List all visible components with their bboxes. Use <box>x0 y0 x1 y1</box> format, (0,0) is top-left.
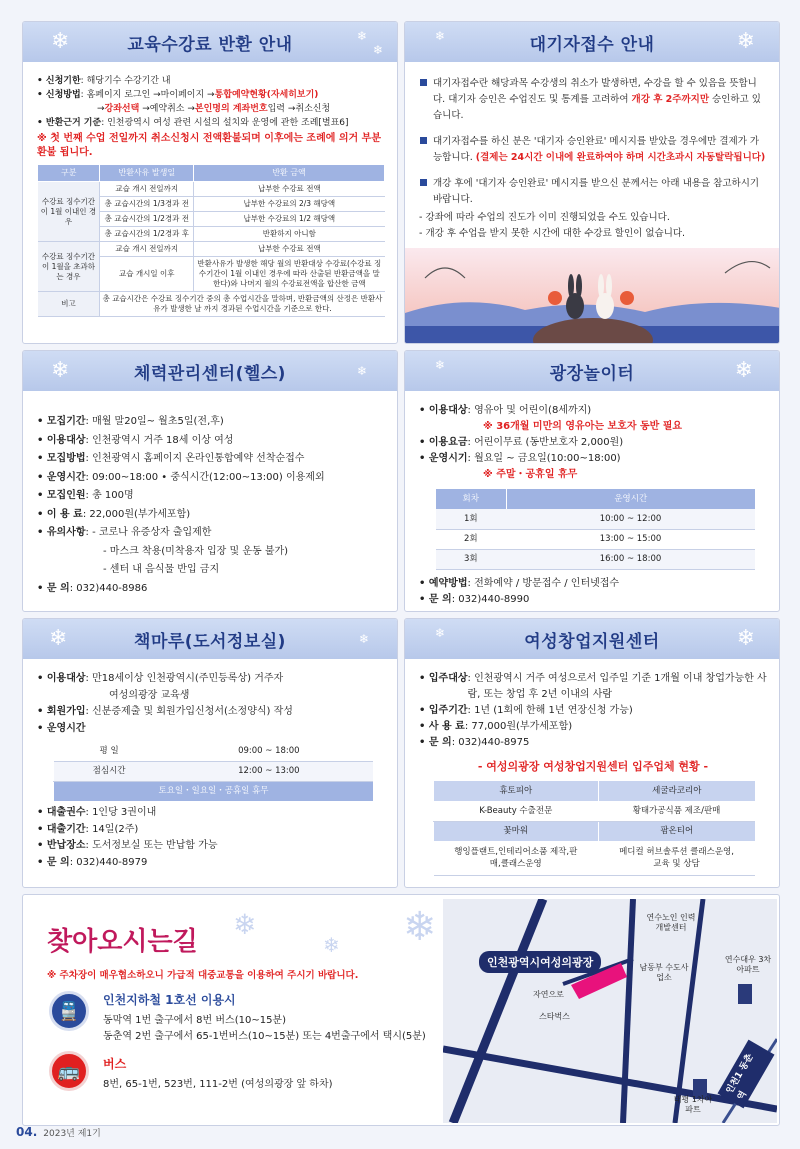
library-closed: 토요일・일요일・공휴일 휴무 <box>54 781 374 801</box>
library-title: 책마루(도서정보실) <box>134 631 286 652</box>
directions-title: 찾아오시는길 <box>47 927 198 957</box>
library-header <box>23 619 397 659</box>
startup-tenants-title: - 여성의광장 여성창업지원센터 입주업체 현황 - <box>477 760 709 773</box>
map-label: 남동부 수도사업소 <box>639 963 689 982</box>
fitness-row: • 모집인원 : 총 100명 <box>37 487 385 506</box>
playroom-target-note: ※ 36개월 미만의 영유아는 보호자 동반 필요 <box>483 421 683 432</box>
playroom-header <box>405 351 779 391</box>
waitlist-para-1: 대기자접수란 해당과목 수강생의 취소가 발생하면, 수강을 할 수 있음을 뜻합니다. 대기자 승인은 수업진도 및 통계를 고려하여 개강 후 2주까지만 승인하고 있습니다. <box>419 76 767 124</box>
snowflake-icon: ❄ <box>51 358 70 383</box>
waitlist-header <box>405 22 779 62</box>
waitlist-sub-2: - 개강 후 수업을 받지 못한 시간에 대한 수강료 할인이 없습니다. <box>419 228 686 239</box>
waitlist-sub-1: - 강좌에 따라 수업의 진도가 이미 진행되었을 수도 있습니다. <box>419 212 670 223</box>
map-label: 태평 1차아파트 <box>673 1095 713 1114</box>
refund-method-line2: →강좌선택 →예약취소 →본인명의 계좌번호입력 →취소신청 <box>97 104 331 114</box>
waitlist-panel <box>404 21 780 344</box>
subway-title: 인천지하철 1호선 이용시 <box>103 993 236 1007</box>
snowflake-icon: ❄ <box>323 933 340 957</box>
rabbits-illustration <box>405 248 780 343</box>
fitness-title: 체력관리센터(헬스) <box>134 363 286 384</box>
startup-title: 여성창업지원센터 <box>524 631 660 652</box>
snowflake-icon: ❄ <box>358 632 369 646</box>
playroom-hours-note: ※ 주말・공휴일 휴무 <box>483 469 578 480</box>
bus-icon: 🚌 <box>49 1051 89 1091</box>
subway-line-2: 동춘역 2번 출구에서 65-1번버스(10~15분) 또는 4번출구에서 택시(5분) <box>103 1031 426 1042</box>
waitlist-para-2: 대기자접수를 하신 분은 '대기자 승인완료' 메시지를 받았을 경우에만 결제가 가능합니다. (결제는 24시간 이내에 완료하여야 하며 시간초과시 자동탈락됩니다) <box>419 134 767 166</box>
library-row: • 반납장소 : 도서정보실 또는 반납함 가능 <box>37 838 385 855</box>
snowflake-icon: ❄ <box>736 29 755 54</box>
refund-table: 구분 반환사유 발생일 반환 금액 수강료 징수기간이 1월 이내인 경우 교습 개시 전일까지 납부한 수강료 전액 총 교습시간의 1/3경과 전 납부한 수강료의 2/3 해당액 총 교습시간의 1/2경과 전 납부한 수강료의 1/2 해당액 총 교습시간의 1/2경과 후 반환하지 아니함 수강료 징수기간이 1월을 초과하는 경우 교습 개시 전일까지 납부한 수강료 전액 교습 개시일 이후 반환사유가 발생한 해당 월의 반환대상 수강료(수강료 징수기간이 1월 이내인 경우에 따라 산출된 반환금액을 말한다)와 나머지 월의 수강료전액을 합산한 금액 비고 총 교습시간은 수강료 징수기간 중의 총 수업시간을 말하며, 반환금액의 산정은 반환사유가 발생한 날 까지 경과된 수업시간을 기준으로 한다. <box>37 164 385 317</box>
fitness-caution-3: - 센터 내 음식물 반입 금지 <box>103 564 220 575</box>
snowflake-icon: ❄ <box>435 358 446 372</box>
library-hours-table <box>53 741 373 801</box>
playroom-fee: • 이용요금 : 어린이무료 (동반보호자 2,000원) <box>419 435 767 451</box>
page-footer <box>16 1125 101 1139</box>
map-main-label: 인천광역시여성의광장 <box>479 951 601 973</box>
map-label: 연수대우 3차아파트 <box>724 955 772 974</box>
refund-panel <box>22 21 398 344</box>
table-row: K-Beauty 수출전문 황태가공식품 제조/판매 <box>434 801 756 821</box>
playroom-reserve: • 예약방법 : 전화예약 / 방문접수 / 인터넷접수 <box>419 576 767 592</box>
fitness-header <box>23 351 397 391</box>
refund-basis: • 반환근거 기준 : 인천광역시 여성 관련 시설의 설치와 운영에 관한 조례[별표6] <box>37 116 385 130</box>
startup-tenants-table: 휴토피아 세굴라코리아 K-Beauty 수출전문 황태가공식품 제조/판매 꽃마워 팜온티어 행잉플랜트,인테리어소품 제작,판매,클래스운영 메디컬 허브솔루션 클래스운영, 교육 및 상담 <box>433 781 755 876</box>
playroom-schedule-table: 회차 운영시간 1회 10:00 ~ 12:00 2회 13:00 ~ 15:00 3회 16:00 ~ 18:00 <box>435 489 755 570</box>
snowflake-icon: ❄ <box>734 358 753 383</box>
startup-header <box>405 619 779 659</box>
subway-icon: 🚆 <box>49 991 89 1031</box>
map-label: 인천1 동춘역 <box>718 1040 775 1109</box>
page-number: 04. <box>16 1125 38 1139</box>
waitlist-para-3: 개강 후에 '대기자 승인완료' 메시지를 받으신 분께서는 아래 내용을 참고하시기 바랍니다. <box>419 176 767 208</box>
refund-header <box>23 22 397 62</box>
snowflake-icon: ❄ <box>435 29 446 43</box>
library-row: • 대출권수 : 1인당 3권이내 <box>37 805 385 822</box>
snowflake-icon: ❄ <box>356 29 367 43</box>
map-label: 연수노인 인력개발센터 <box>646 913 696 932</box>
directions-panel <box>22 894 780 1126</box>
playroom-panel <box>404 350 780 612</box>
playroom-contact: • 문 의 : 032)440-8990 <box>419 592 767 608</box>
bus-title: 버스 <box>103 1057 127 1071</box>
startup-row: • 사 용 료 : 77,000원(부가세포함) <box>419 719 767 735</box>
startup-row: • 문 의 : 032)440-8975 <box>419 735 767 751</box>
snowflake-icon: ❄ <box>435 626 446 640</box>
map-label: 자연으로 <box>533 990 564 999</box>
startup-target: • 입주대상 : 인천광역시 거주 여성으로서 입주일 기준 1개월 이내 창업가능한 사람, 또는 창업 후 2년 이내의 사람 <box>419 671 767 703</box>
playroom-hours: • 운영시기 : 월요일 ~ 금요일(10:00~18:00) <box>419 451 767 467</box>
startup-panel <box>404 618 780 888</box>
refund-method: • 신청방법 : 홈페이지 로그인 →마이페이지 →통합예약현황(자세히보기) <box>37 88 385 102</box>
snowflake-icon: ❄ <box>403 904 437 950</box>
library-row: • 대출기간 : 14일(2주) <box>37 822 385 839</box>
table-row: 2회 13:00 ~ 15:00 <box>436 529 756 549</box>
fitness-row: • 운영시간 : 09:00~18:00 • 중식시간(12:00~13:00) 이용제외 <box>37 469 385 488</box>
fitness-panel <box>22 350 398 612</box>
table-row: 1회 10:00 ~ 12:00 <box>436 509 756 529</box>
fitness-row: • 모집방법 : 인천광역시 홈페이지 온라인통합예약 선착순접수 <box>37 450 385 469</box>
fitness-row: • 이용대상 : 인천광역시 거주 18세 이상 여성 <box>37 432 385 451</box>
table-row: 행잉플랜트,인테리어소품 제작,판매,클래스운영 메디컬 허브솔루션 클래스운영, 교육 및 상담 <box>434 841 756 875</box>
table-row: 점심시간 12:00 ~ 13:00 <box>54 761 374 781</box>
library-join: • 회원가입 : 신분증제출 및 회원가입신청서(소정양식) 작성 <box>37 704 385 721</box>
snowflake-icon: ❄ <box>233 908 257 941</box>
directions-notice: ※ 주차장이 매우협소하오니 가급적 대중교통을 이용하여 주시기 바랍니다. <box>47 970 359 981</box>
fitness-row: • 이 용 료 : 22,000원(부가세포함) <box>37 506 385 525</box>
library-panel <box>22 618 398 888</box>
table-row: 평 일 09:00 ~ 18:00 <box>54 741 374 761</box>
refund-period: • 신청기한 : 해당기수 수강기간 내 <box>37 74 385 88</box>
snowflake-icon: ❄ <box>372 43 383 57</box>
snowflake-icon: ❄ <box>51 29 70 54</box>
library-row: • 문 의 : 032)440-8979 <box>37 855 385 872</box>
startup-row: • 입주기간 : 1년 (1회에 한해 1년 연장신청 가능) <box>419 703 767 719</box>
snowflake-icon: ❄ <box>736 626 755 651</box>
issue-label: 2023년 제1기 <box>43 1129 101 1139</box>
table-row: 3회 16:00 ~ 18:00 <box>436 549 756 569</box>
map <box>443 899 777 1123</box>
waitlist-title: 대기자접수 안내 <box>529 34 655 55</box>
snowflake-icon: ❄ <box>356 364 367 378</box>
library-target-2: 여성의광장 교육생 <box>109 689 190 701</box>
bus-line: 8번, 65-1번, 523번, 111-2번 (여성의광장 앞 하차) <box>103 1079 333 1090</box>
snowflake-icon: ❄ <box>49 626 68 651</box>
library-hours: • 운영시간 <box>37 721 385 738</box>
map-label: 스타벅스 <box>539 1012 570 1021</box>
subway-line-1: 동막역 1번 출구에서 8번 버스(10~15분) <box>103 1015 286 1026</box>
fitness-row: • 유의사항 : - 코로나 유증상자 출입제한 <box>37 524 385 543</box>
fitness-caution-2: - 마스크 착용(미착용자 입장 및 운동 불가) <box>103 545 289 557</box>
refund-title: 교육수강료 반환 안내 <box>127 34 293 55</box>
playroom-target: • 이용대상 : 영유아 및 어린이(8세까지) <box>419 403 767 419</box>
playroom-title: 광장놀이터 <box>549 363 635 384</box>
library-target: • 이용대상 : 만18세이상 인천광역시(주민등록상) 거주자 <box>37 671 385 688</box>
fitness-contact: • 문 의 : 032)440-8986 <box>37 580 385 599</box>
refund-notice: ※ 첫 번째 수업 전일까지 취소신청시 전액환불되며 이후에는 조례에 의거 부분환불 됩니다. <box>37 133 381 158</box>
fitness-row: • 모집기간 : 매월 말20일~ 월초5일(전,후) <box>37 413 385 432</box>
